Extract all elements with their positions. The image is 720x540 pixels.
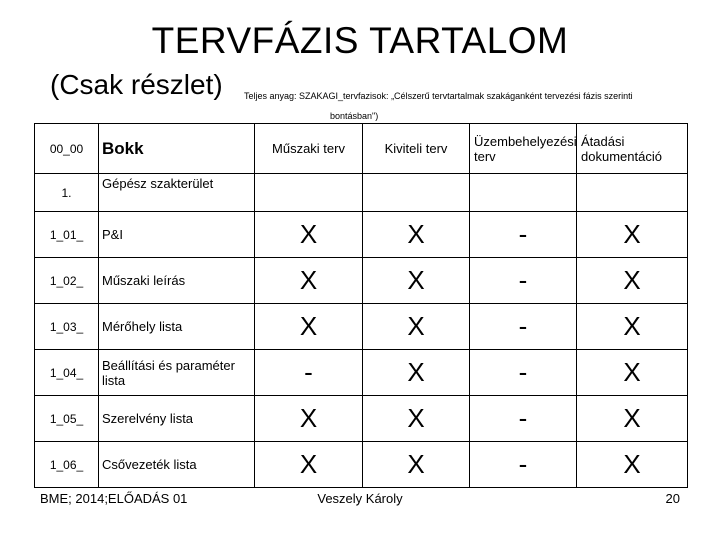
column-header-muszaki: Műszaki terv	[255, 124, 363, 174]
content-table	[34, 123, 688, 488]
column-header-atadasi: Átadási dokumentáció	[577, 124, 688, 174]
row-mark: X	[363, 350, 470, 396]
row-mark: X	[577, 350, 688, 396]
section-code: 1.	[35, 174, 99, 212]
page-number: 20	[665, 491, 680, 506]
table-header-row	[35, 124, 688, 174]
row-mark: X	[255, 442, 363, 488]
table-row	[35, 350, 688, 396]
row-mark: X	[255, 212, 363, 258]
row-name: Műszaki leírás	[99, 258, 255, 304]
row-name: Beállítási és paraméter lista	[99, 350, 255, 396]
footer-course: BME; 2014;ELŐADÁS 01	[40, 491, 188, 506]
table-row	[35, 212, 688, 258]
table-row	[35, 258, 688, 304]
column-header-kiviteli: Kiviteli terv	[363, 124, 470, 174]
row-code: 1_06_	[35, 442, 99, 488]
row-mark: X	[255, 258, 363, 304]
row-name: Csővezeték lista	[99, 442, 255, 488]
row-name: Szerelvény lista	[99, 396, 255, 442]
row-code: 1_02_	[35, 258, 99, 304]
row-name: Mérőhely lista	[99, 304, 255, 350]
row-mark: -	[470, 350, 577, 396]
row-mark: X	[577, 212, 688, 258]
row-mark: X	[255, 396, 363, 442]
row-mark: -	[470, 258, 577, 304]
row-name: P&I	[99, 212, 255, 258]
header-name: Bokk	[99, 124, 255, 174]
row-mark: X	[577, 304, 688, 350]
row-code: 1_01_	[35, 212, 99, 258]
table-row	[35, 442, 688, 488]
source-note	[244, 86, 684, 126]
row-code: 1_03_	[35, 304, 99, 350]
column-header-uzembehelyezesi: Üzembehelyezési terv	[470, 124, 577, 174]
row-mark: X	[363, 212, 470, 258]
row-mark: X	[363, 304, 470, 350]
row-code: 1_04_	[35, 350, 99, 396]
section-name: Gépész szakterület	[99, 174, 255, 212]
row-mark: -	[470, 396, 577, 442]
row-mark: X	[577, 258, 688, 304]
row-mark: X	[255, 304, 363, 350]
row-mark: X	[363, 442, 470, 488]
table-row	[35, 304, 688, 350]
row-mark: X	[363, 396, 470, 442]
footer-author: Veszely Károly	[317, 491, 403, 506]
row-mark: X	[577, 442, 688, 488]
source-note-line-1: Teljes anyag: SZAKAGI_tervfazisok: „Célszerű tervtartalmak szakáganként tervezési fázis szerinti	[244, 91, 633, 101]
header-code: 00_00	[35, 124, 99, 174]
row-mark: -	[470, 442, 577, 488]
source-note-line-2: bontásban")	[330, 111, 379, 121]
table-row	[35, 396, 688, 442]
section-row	[35, 174, 688, 212]
row-mark: X	[363, 258, 470, 304]
row-mark: -	[470, 212, 577, 258]
row-mark: X	[577, 396, 688, 442]
row-code: 1_05_	[35, 396, 99, 442]
row-mark: -	[470, 304, 577, 350]
slide-title: TERVFÁZIS TARTALOM	[151, 20, 569, 61]
slide-subtitle: (Csak részlet)	[50, 69, 223, 100]
row-mark: -	[255, 350, 363, 396]
